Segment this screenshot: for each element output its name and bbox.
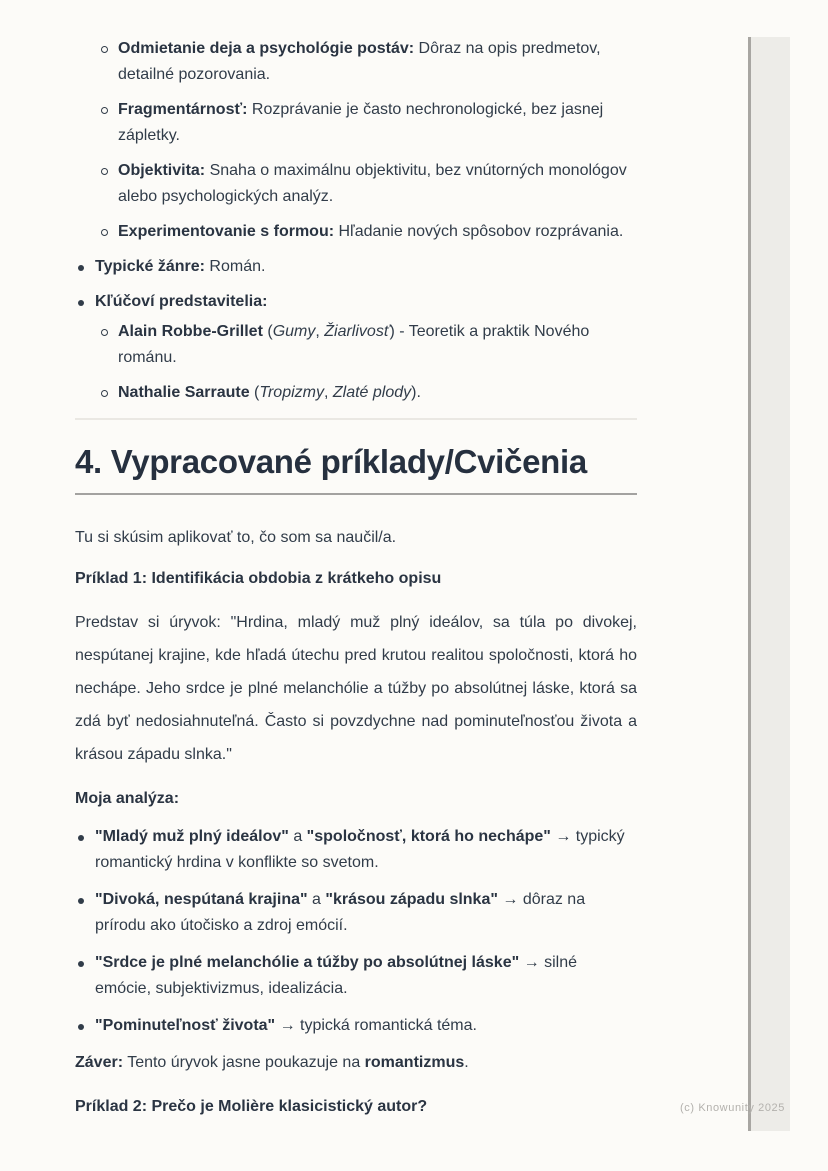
list-item: [75, 887, 637, 939]
list-item: [75, 1013, 637, 1039]
list-item: [75, 158, 637, 210]
list-item: [75, 97, 637, 149]
analysis-list: [75, 824, 637, 1039]
list-item-text: Kľúčoví predstavitelia:: [95, 293, 268, 310]
list-item: [95, 380, 637, 406]
list-item-text: Objektivita: Snaha o maximálnu objektivitu, bez vnútorných monológov alebo psychologických analýz.: [118, 162, 627, 205]
list-item-text: Experimentovanie s formou: Hľadanie nových spôsobov rozprávania.: [118, 223, 624, 240]
list-item-text: Typické žánre: Román.: [95, 258, 266, 275]
list-item-text: Nathalie Sarraute (Tropizmy, Zlaté plody).: [118, 384, 421, 401]
list-item: [95, 319, 637, 371]
list-item-text: "Divoká, nespútaná krajina" a "krásou západu slnka" → dôraz na prírodu ako útočisko a zdroj emócií.: [95, 891, 586, 934]
conclusion-text: Záver: Tento úryvok jasne poukazuje na romantizmus.: [75, 1054, 469, 1071]
list-item-text: "Mladý muž plný ideálov" a "spoločnosť, ktorá ho nechápe" → typický romantický hrdina v konflikte so svetom.: [95, 828, 625, 871]
analysis-heading: Moja analýza:: [75, 790, 180, 807]
list-item: [75, 950, 637, 1002]
section-heading: 4. Vypracované príklady/Cvičenia: [75, 442, 637, 495]
list-item-text: Alain Robbe-Grillet (Gumy, Žiarlivosť) - Teoretik a praktik Nového románu.: [118, 323, 590, 366]
section-divider: [75, 418, 637, 420]
list-item-text: Fragmentárnosť: Rozprávanie je často nechronologické, bez jasnej zápletky.: [118, 101, 604, 144]
example-2-title: Príklad 2: Prečo je Molière klasicistický autor?: [75, 1098, 428, 1115]
list-item: [75, 36, 637, 88]
page-edge-line: [748, 37, 751, 1131]
page-edge-strip: [751, 37, 790, 1131]
watermark: (c) Knowunity 2025: [680, 1102, 785, 1114]
nove-roman-feature-list: [75, 36, 637, 245]
list-item: [75, 824, 637, 876]
genre-representatives-list: [75, 254, 637, 406]
list-item-text: "Srdce je plné melanchólie a túžby po absolútnej láske" → silné emócie, subjektivizmus, idealizácia.: [95, 954, 577, 997]
representatives-sublist: [95, 319, 637, 406]
example-1-title: Príklad 1: Identifikácia obdobia z krátkeho opisu: [75, 570, 442, 587]
list-item-text: Odmietanie deja a psychológie postáv: Dôraz na opis predmetov, detailné pozorovania.: [118, 40, 601, 83]
document-content: [75, 36, 637, 1120]
excerpt-paragraph: Predstav si úryvok: "Hrdina, mladý muž plný ideálov, sa túla po divokej, nespútanej krajine, kde hľadá útechu pred krutou realitou spoločnosti, ktorá ho nechápe. Jeho srdce je plné melanchólie a túžby po absolútnej láske, ktorá sa zdá byť nedosiahnuteľná. Často si povzdychne nad pominuteľnosťou života a krásou západu slnka.": [75, 614, 637, 763]
list-item: [75, 254, 637, 280]
list-item: [75, 219, 637, 245]
intro-text: Tu si skúsim aplikovať to, čo som sa naučil/a.: [75, 529, 397, 546]
list-item: [75, 289, 637, 406]
list-item-text: "Pominuteľnosť života" → typická romantická téma.: [95, 1017, 477, 1034]
